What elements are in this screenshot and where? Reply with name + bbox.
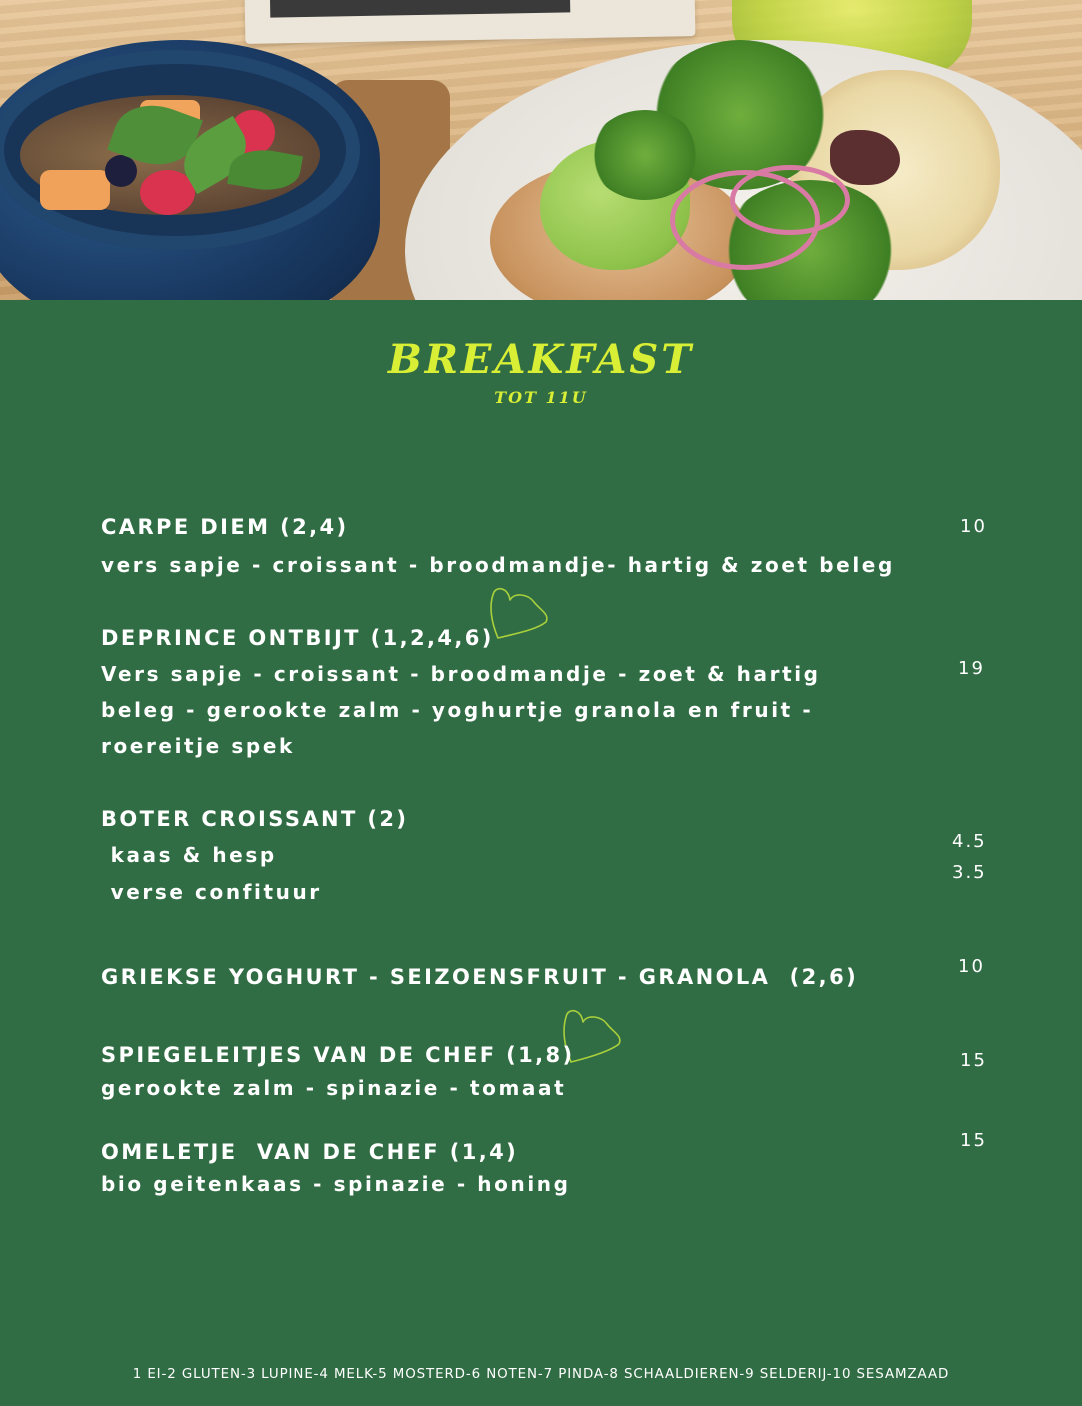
item-description: bio geitenkaas - spinazie - honing xyxy=(101,1172,571,1196)
heart-outline-icon xyxy=(488,584,554,642)
item-name-spiegeleitjes: SPIEGELEITJES VAN DE CHEF (1,8) xyxy=(101,1043,575,1067)
item-price: 3.5 xyxy=(952,862,987,883)
item-description: roereitje spek xyxy=(101,734,295,758)
item-description: Vers sapje - croissant - broodmandje - zoet & hartig xyxy=(101,662,821,686)
item-description: vers sapje - croissant - broodmandje- hartig & zoet beleg xyxy=(101,553,895,577)
item-option: kaas & hesp xyxy=(101,843,277,867)
item-description: beleg - gerookte zalm - yoghurtje granola en fruit - xyxy=(101,698,814,722)
item-name-deprince-ontbijt: DEPRINCE ONTBIJT (1,2,4,6) xyxy=(101,626,494,650)
item-price: 15 xyxy=(960,1050,987,1071)
menu-subtitle: TOT 11U xyxy=(494,388,588,407)
item-option: verse confituur xyxy=(101,880,322,904)
melon-piece xyxy=(40,170,110,210)
item-price: 10 xyxy=(958,956,985,977)
item-price: 4.5 xyxy=(952,831,987,852)
item-name-omeletje: OMELETJE VAN DE CHEF (1,4) xyxy=(101,1140,519,1164)
allergen-legend: 1 EI-2 GLUTEN-3 LUPINE-4 MELK-5 MOSTERD-6 NOTEN-7 PINDA-8 SCHAALDIEREN-9 SELDERIJ-10 SESAMZAAD xyxy=(132,1367,950,1382)
item-price: 15 xyxy=(960,1130,987,1151)
salad-greens xyxy=(590,110,700,200)
red-onion-ring xyxy=(730,165,850,235)
blueberry xyxy=(105,155,137,187)
item-description: gerookte zalm - spinazie - tomaat xyxy=(101,1076,567,1100)
item-name-boter-croissant: BOTER CROISSANT (2) xyxy=(101,807,409,831)
hero-food-photo xyxy=(0,0,1082,300)
item-name-griekse-yoghurt: GRIEKSE YOGHURT - SEIZOENSFRUIT - GRANOLA (2,6) xyxy=(101,965,859,989)
item-price: 19 xyxy=(958,658,985,679)
menu-title: BREAKFAST xyxy=(387,336,695,383)
item-price: 10 xyxy=(960,516,987,537)
item-name-carpe-diem: CARPE DIEM (2,4) xyxy=(101,515,349,539)
